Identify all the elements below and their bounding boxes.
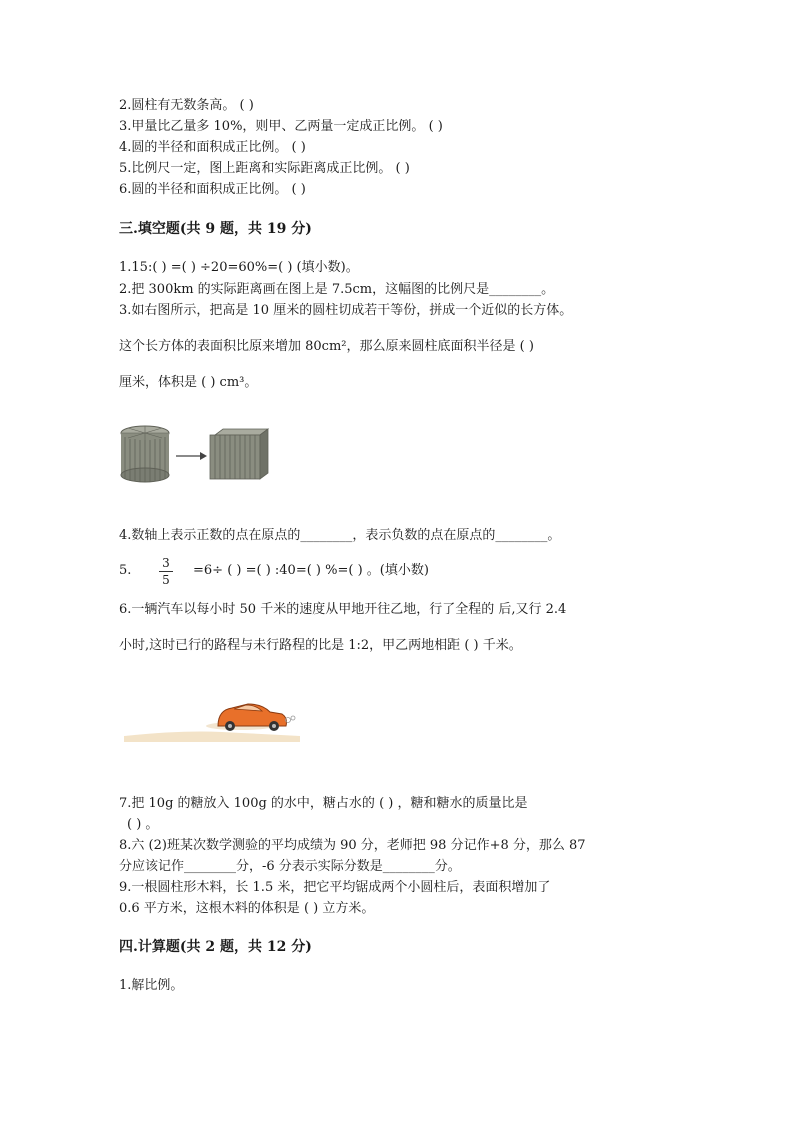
fraction-numerator: 3 xyxy=(162,556,170,570)
judge-q2: 2.圆柱有无数条高。 ( ) xyxy=(119,98,254,113)
fill-q3-line3: 厘米，体积是 ( ) cm³。 xyxy=(119,375,258,390)
fraction xyxy=(159,556,173,587)
fill-q9-line2: 0.6 平方米，这根木料的体积是 ( ) 立方米。 xyxy=(119,901,375,916)
fill-q1: 1.15:( ) =( ) ÷20=60%=( ) (填小数)。 xyxy=(119,260,359,275)
calc-q1: 1.解比例。 xyxy=(119,978,184,993)
car-illustration xyxy=(122,698,302,746)
fraction-bar xyxy=(159,571,173,572)
fill-q3-line2: 这个长方体的表面积比原来增加 80cm²，那么原来圆柱底面积半径是 ( ) xyxy=(119,339,534,354)
fill-q3-line1: 3.如右图所示，把高是 10 厘米的圆柱切成若干等份，拼成一个近似的长方体。 xyxy=(119,303,573,318)
fill-q2: 2.把 300km 的实际距离画在图上是 7.5cm，这幅图的比例尺是________。 xyxy=(119,282,555,297)
judge-q3: 3.甲量比乙量多 10%，则甲、乙两量一定成正比例。 ( ) xyxy=(119,119,443,134)
fill-q6-line1: 6.一辆汽车以每小时 50 千米的速度从甲地开往乙地，行了全程的 后,又行 2.4 xyxy=(119,602,567,617)
fill-q9-line1: 9.一根圆柱形木料，长 1.5 米，把它平均锯成两个小圆柱后，表面积增加了 xyxy=(119,880,551,895)
judge-q5: 5.比例尺一定，图上距离和实际距离成正比例。 ( ) xyxy=(119,161,410,176)
cylinder-to-cuboid-figure xyxy=(120,425,270,483)
fill-q8-line2: 分应该记作________分，-6 分表示实际分数是________分。 xyxy=(119,859,461,874)
section-3-title: 三.填空题(共 9 题，共 19 分) xyxy=(119,221,312,237)
judge-q6: 6.圆的半径和面积成正比例。 ( ) xyxy=(119,182,306,197)
fill-q7-line1: 7.把 10g 的糖放入 100g 的水中，糖占水的 ( ) ，糖和糖水的质量比是 xyxy=(119,796,528,811)
fraction-denominator: 5 xyxy=(162,573,170,587)
judge-q4: 4.圆的半径和面积成正比例。 ( ) xyxy=(119,140,306,155)
section-4-title: 四.计算题(共 2 题，共 12 分) xyxy=(119,939,312,955)
fill-q5-number: 5. xyxy=(119,563,132,578)
fill-q5-rest: =6÷ ( ) =( ) :40=( ) %=( ) 。(填小数) xyxy=(193,563,429,578)
fill-q7-line2: ( ) 。 xyxy=(127,817,159,832)
fill-q4: 4.数轴上表示正数的点在原点的________，表示负数的点在原点的________。 xyxy=(119,528,561,543)
fill-q6-line2: 小时,这时已行的路程与未行路程的比是 1:2，甲乙两地相距 ( ) 千米。 xyxy=(119,638,522,653)
fill-q8-line1: 8.六 (2)班某次数学测验的平均成绩为 90 分，老师把 98 分记作+8 分，那么 87 xyxy=(119,838,586,853)
